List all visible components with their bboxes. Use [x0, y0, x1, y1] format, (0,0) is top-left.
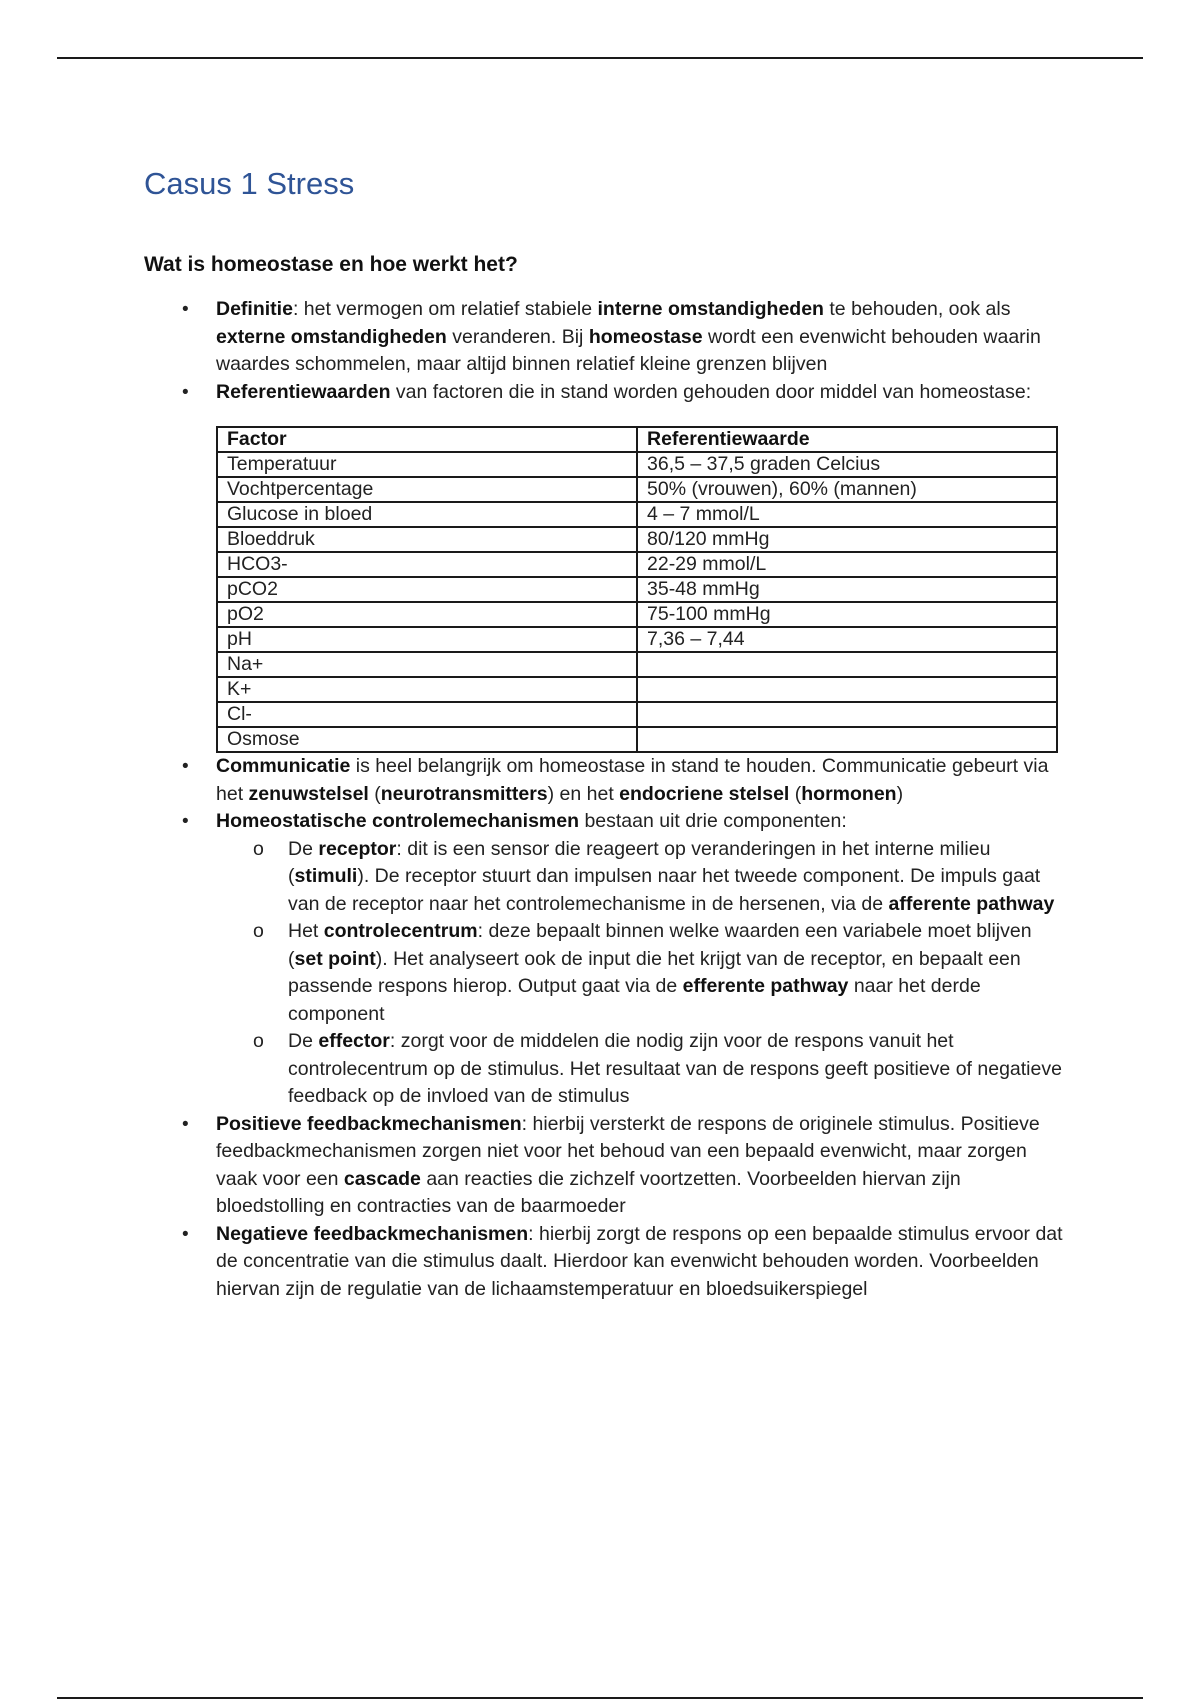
body-text: : hierbij zorgt de respons op een bepaalde stimulus ervoor dat de concentratie van die stimulus daalt. Hierdoor kan evenwicht behouden worden. Voorbeelden hiervan zijn de regulatie van de lichaamstemperatuur en bloedsuikerspiegel — [216, 1222, 1063, 1300]
body-text: wordt een evenwicht behouden waarin waardes schommelen, maar altijd binnen relatief kleine grenzen blijven — [216, 325, 1041, 375]
bullet-list — [144, 296, 1064, 1303]
table-cell-referentiewaarde: 35-48 mmHg — [637, 577, 1057, 602]
body-text: ) — [896, 782, 904, 805]
table-header-factor: Factor — [217, 427, 637, 452]
header-rule — [57, 57, 1143, 59]
bold-term: cascade — [343, 1167, 421, 1190]
list-item-communicatie — [144, 753, 1064, 808]
table-cell-factor: pH — [217, 627, 637, 652]
table-row — [217, 502, 1057, 527]
bold-term: controlecentrum — [323, 920, 478, 942]
body-text: ( — [368, 782, 381, 805]
bold-term: Communicatie — [216, 755, 351, 777]
table-cell-referentiewaarde: 7,36 – 7,44 — [637, 627, 1057, 652]
bold-term: interne omstandigheden — [597, 298, 824, 320]
bullet-icon: • — [182, 1113, 189, 1135]
table-row — [217, 602, 1057, 627]
sub-item-effector — [216, 1028, 1064, 1111]
table-cell-factor: Cl- — [217, 702, 637, 727]
section-heading: Wat is homeostase en hoe werkt het? — [144, 253, 518, 276]
table-cell-referentiewaarde — [637, 727, 1057, 752]
bullet-icon: • — [182, 381, 189, 403]
bold-term: Referentiewaarden — [216, 380, 391, 403]
list-item-definitie — [144, 296, 1064, 379]
list-item-positieve-feedback — [144, 1111, 1064, 1221]
table-row — [217, 552, 1057, 577]
circle-bullet-icon: o — [253, 1030, 264, 1052]
table-cell-factor: Bloeddruk — [217, 527, 637, 552]
body-text: Het — [288, 920, 324, 942]
circle-bullet-icon: o — [253, 920, 264, 942]
table-cell-factor: pCO2 — [217, 577, 637, 602]
table-header-referentiewaarde: Referentiewaarde — [637, 427, 1057, 452]
body-text: van factoren die in stand worden gehouden door middel van homeostase: — [390, 380, 1032, 403]
table-cell-factor: Na+ — [217, 652, 637, 677]
body-text: te behouden, ook als — [823, 298, 1011, 320]
table-row — [217, 477, 1057, 502]
table-cell-factor: Temperatuur — [217, 452, 637, 477]
bold-term: stimuli — [294, 865, 358, 887]
table-row — [217, 677, 1057, 702]
bold-term: Homeostatische controlemechanismen — [216, 810, 580, 832]
body-text: De — [288, 1030, 319, 1052]
bold-term: endocriene stelsel — [619, 782, 790, 805]
body-text: aan reacties die zichzelf voortzetten. Voorbeelden hiervan zijn bloedstolling en contracties van de baarmoeder — [216, 1167, 961, 1217]
bold-term: externe omstandigheden — [216, 325, 447, 348]
bullet-icon: • — [182, 299, 189, 320]
body-text: : het vermogen om relatief stabiele — [292, 298, 598, 320]
circle-bullet-icon: o — [253, 837, 264, 860]
body-text: ). Het analyseert ook de input die het krijgt van de receptor, en bepaalt een passende respons hierop. Output gaat via de — [288, 947, 1021, 997]
body-text: : dit is een sensor die reageert op veranderingen in het interne milieu ( — [288, 837, 991, 887]
table-cell-referentiewaarde: 36,5 – 37,5 graden Celcius — [637, 452, 1057, 477]
table-cell-referentiewaarde: 80/120 mmHg — [637, 527, 1057, 552]
table-cell-factor: pO2 — [217, 602, 637, 627]
sub-item-controlecentrum — [216, 918, 1064, 1028]
bold-term: receptor — [318, 837, 397, 860]
table-row — [217, 452, 1057, 477]
table-cell-referentiewaarde — [637, 677, 1057, 702]
table-cell-factor: K+ — [217, 677, 637, 702]
reference-values-table — [216, 426, 1058, 753]
table-row — [217, 652, 1057, 677]
table-cell-factor: HCO3- — [217, 552, 637, 577]
list-item-controlemechanismen — [144, 808, 1064, 1111]
table-cell-factor: Vochtpercentage — [217, 477, 637, 502]
body-text: : hierbij versterkt de respons de originele stimulus. Positieve feedbackmechanismen zorgen niet voor het behoud van een bepaald evenwicht, maar zorgen vaak voor een — [216, 1112, 1040, 1190]
bold-term: Positieve feedbackmechanismen — [216, 1112, 522, 1135]
footer-rule — [57, 1697, 1143, 1699]
body-text: bestaan uit drie componenten: — [579, 810, 847, 832]
body-text: veranderen. Bij — [446, 325, 589, 348]
bullet-icon: • — [182, 1223, 189, 1245]
body-text: ( — [789, 782, 802, 805]
bold-term: homeostase — [588, 325, 703, 348]
table-cell-referentiewaarde: 4 – 7 mmol/L — [637, 502, 1057, 527]
bold-term: Definitie — [216, 298, 293, 320]
bold-term: efferente pathway — [682, 975, 849, 997]
table-cell-referentiewaarde — [637, 652, 1057, 677]
body-text: naar het derde component — [288, 975, 981, 1025]
table-cell-factor: Osmose — [217, 727, 637, 752]
list-item-negatieve-feedback — [144, 1221, 1064, 1304]
table-row — [217, 702, 1057, 727]
body-text: ) en het — [547, 782, 620, 805]
bold-term: hormonen — [801, 782, 897, 805]
body-text: : zorgt voor de middelen die nodig zijn voor de respons vanuit het controlecentrum op de stimulus. Het resultaat van de respons geeft positieve of negatieve feedback op de invloed van de stimulus — [288, 1030, 1062, 1107]
table-row — [217, 727, 1057, 752]
bullet-icon: • — [182, 756, 189, 777]
sub-item-receptor — [216, 836, 1064, 919]
bold-term: zenuwstelsel — [248, 782, 369, 805]
table-cell-referentiewaarde: 22-29 mmol/L — [637, 552, 1057, 577]
body-text: De — [288, 837, 319, 860]
table-cell-factor: Glucose in bloed — [217, 502, 637, 527]
table-row — [217, 527, 1057, 552]
table-row — [217, 627, 1057, 652]
table-row — [217, 577, 1057, 602]
table-cell-referentiewaarde — [637, 702, 1057, 727]
bold-term: set point — [294, 947, 376, 970]
bullet-icon: • — [182, 811, 189, 832]
table-cell-referentiewaarde: 75-100 mmHg — [637, 602, 1057, 627]
body-text: : deze bepaalt binnen welke waarden een variabele moet blijven ( — [288, 920, 1032, 970]
body-text: ). De receptor stuurt dan impulsen naar het tweede component. De impuls gaat van de receptor naar het controlemechanisme in de hersenen, via de — [288, 865, 1041, 915]
bold-term: afferente pathway — [888, 892, 1055, 915]
bold-term: neurotransmitters — [380, 782, 548, 805]
bold-term: effector — [318, 1030, 390, 1052]
bold-term: Negatieve feedbackmechanismen — [216, 1222, 529, 1245]
sub-bullet-list — [216, 836, 1064, 1111]
table-header-row — [217, 427, 1057, 452]
table-cell-referentiewaarde: 50% (vrouwen), 60% (mannen) — [637, 477, 1057, 502]
body-text: is heel belangrijk om homeostase in stand te houden. Communicatie gebeurt via het — [216, 755, 1049, 805]
document-title: Casus 1 Stress — [144, 166, 355, 201]
list-item-referentiewaarden — [144, 379, 1064, 754]
